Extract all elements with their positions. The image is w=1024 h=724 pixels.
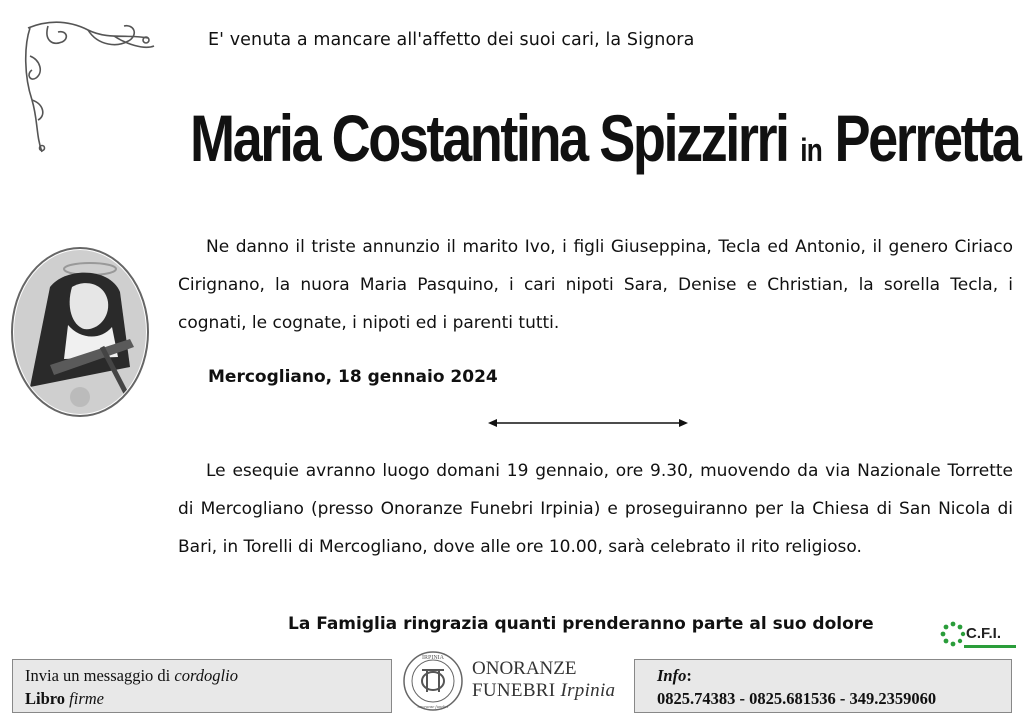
intro-text: E' venuta a mancare all'affetto dei suoi cari, la Signora	[208, 30, 695, 50]
deceased-married-name: Perretta	[834, 101, 1020, 175]
double-arrow-divider	[488, 415, 688, 431]
saint-portrait	[10, 247, 150, 417]
brand-name	[472, 658, 615, 702]
info-label-text: Info	[657, 666, 687, 685]
cfi-logo	[940, 615, 1018, 655]
cfi-logo-text: C.F.I.	[966, 625, 1002, 642]
deceased-first-name: Maria Costantina Spizzirri	[190, 101, 788, 175]
condolence-message-link[interactable]	[25, 666, 238, 686]
info-box	[634, 659, 1012, 713]
place-date: Mercogliano, 18 gennaio 2024	[208, 367, 498, 387]
cfi-dots-icon	[940, 621, 966, 647]
cfi-underline	[964, 645, 1016, 648]
onoranze-seal-logo	[402, 650, 464, 712]
thanks-text: La Famiglia ringrazia quanti prenderanno parte al suo dolore	[288, 614, 874, 634]
deceased-name	[190, 100, 1020, 200]
signature-book-italic: firme	[69, 689, 105, 708]
name-connector: in	[800, 132, 822, 168]
seal-top-text: IRPINIA	[422, 655, 444, 661]
announcement-paragraph	[178, 228, 1013, 342]
seal-bottom-text: onoranze funebri	[417, 704, 449, 709]
corner-ornament	[18, 16, 158, 156]
brand-line2-italic: Irpinia	[560, 680, 616, 701]
deceased-full-name	[190, 100, 1019, 176]
condolence-message-italic: cordoglio	[174, 666, 238, 685]
signature-book-prefix: Libro	[25, 689, 70, 708]
condolence-box[interactable]	[12, 659, 392, 713]
brand-line1: ONORANZE	[472, 658, 577, 679]
info-phones[interactable]: 0825.74383 - 0825.681536 - 349.2359060	[657, 689, 937, 708]
info-label: Info:	[657, 666, 692, 685]
funeral-text: Le esequie avranno luogo domani 19 gennaio, ore 9.30, muovendo da via Nazionale Torrette di Mercogliano (presso Onoranze Funebri Irpinia) e proseguiranno per la Chiesa di San Nicola di Bari, in Torelli di Mercogliano, dove alle ore 10.00, sarà celebrato il rito religioso.	[178, 461, 1013, 557]
announcement-text: Ne danno il triste annunzio il marito Ivo, i figli Giuseppina, Tecla ed Antonio, il genero Ciriaco Cirignano, la nuora Maria Pasquino, i cari nipoti Sara, Denise e Christian, la sorella Tecla, i cognati, le cognate, i nipoti ed i parenti tutti.	[178, 237, 1013, 333]
brand-line2-prefix: FUNEBRI	[472, 680, 561, 701]
signature-book-link[interactable]	[25, 689, 104, 709]
brand-line2	[472, 680, 615, 702]
condolence-message-prefix: Invia un messaggio di	[25, 666, 175, 685]
funeral-paragraph	[178, 452, 1013, 566]
